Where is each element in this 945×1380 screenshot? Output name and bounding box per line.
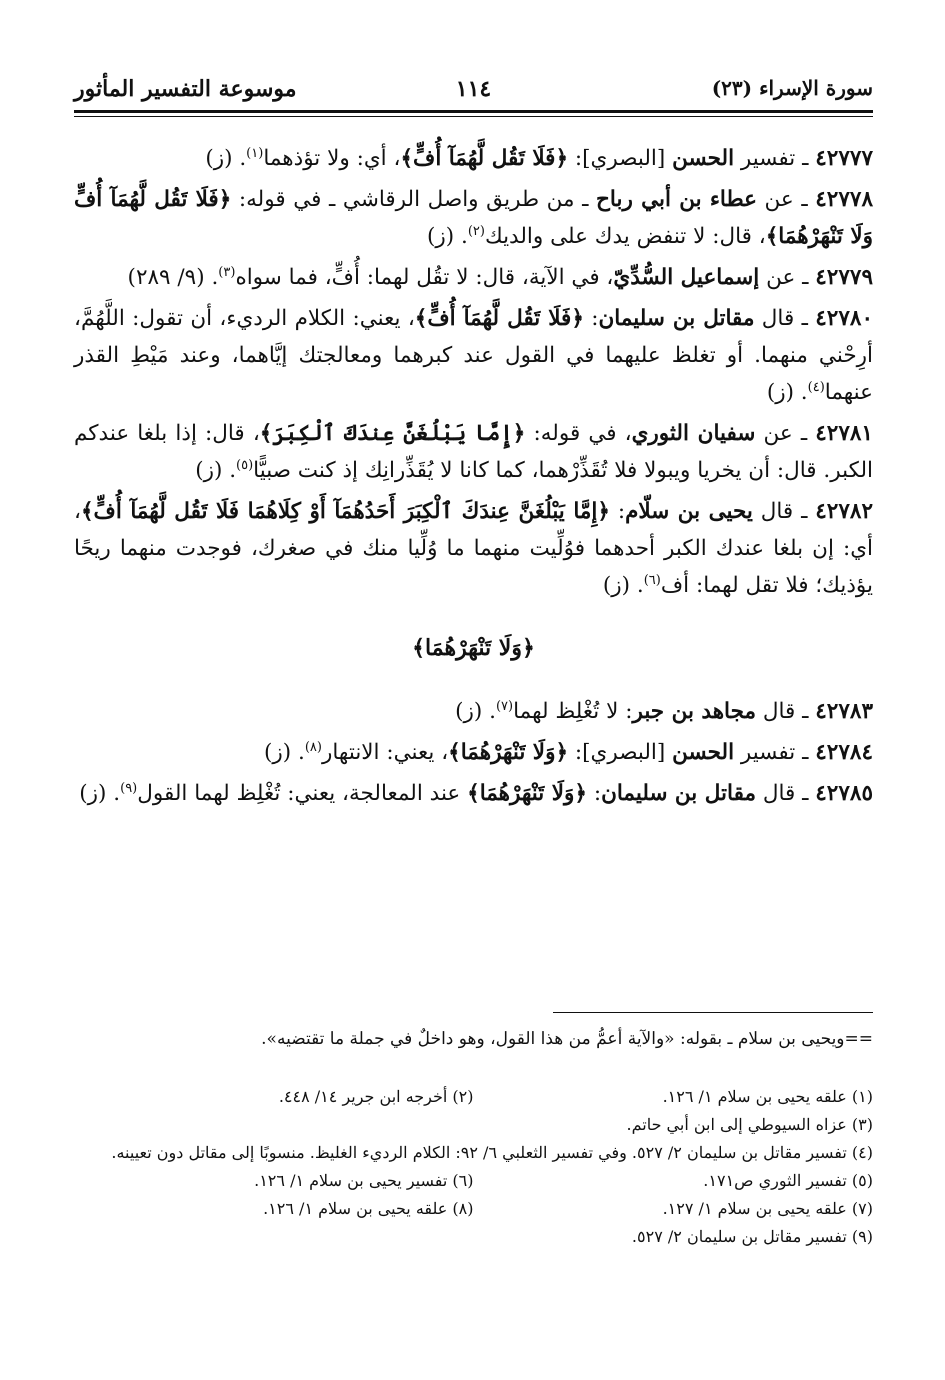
footnote-separator bbox=[553, 1012, 873, 1013]
entry-text: . (ز) bbox=[602, 573, 644, 598]
entry bbox=[74, 734, 873, 771]
entry-text: ، أي: إن بلغا عندك الكبر أحدهما فوُلِّيت منهما ما وُلِّيا منك في صغرك، فوجدت منهما ريحًا يؤذيك؛ فلا تقل لهما: أف bbox=[74, 499, 873, 598]
entry-text: ، قال: لا تنفض يدك على والديك bbox=[484, 224, 766, 249]
footnote-ref: (٧) bbox=[495, 698, 514, 714]
entry-number: ٤٢٧٨٤ bbox=[815, 740, 873, 765]
narrator-name: إسماعيل السُّدِّيّ bbox=[613, 265, 760, 290]
quran-quote: ﴿فَلَا تَقُل لَّهُمَآ أُفٍّ وَلَا تَنْهَرْهُمَا﴾ bbox=[74, 187, 873, 249]
entry-text: ـ عن bbox=[759, 265, 816, 290]
narrator-name: سفيان الثوري bbox=[631, 421, 756, 446]
entry-text: [البصري]: bbox=[568, 740, 673, 765]
quran-quote: ﴿وَلَا تَنْهَرْهُمَا﴾ bbox=[467, 781, 587, 806]
entry bbox=[74, 259, 873, 296]
entry bbox=[74, 493, 873, 604]
footnote-3: (٣) عزاه السيوطي إلى ابن أبي حاتم. bbox=[626, 1115, 873, 1134]
entry-number: ٤٢٧٨١ bbox=[815, 421, 873, 446]
entry-text: . (ز) bbox=[205, 146, 247, 171]
footnote-row bbox=[74, 1083, 873, 1111]
narrator-name: الحسن bbox=[672, 740, 735, 765]
entry-text: ـ عن bbox=[756, 187, 816, 212]
header-surah-title: سورة الإسراء (٢٣) bbox=[711, 76, 873, 100]
footnote-row bbox=[74, 1195, 873, 1223]
narrator-name: مقاتل بن سليمان bbox=[598, 306, 755, 331]
quran-quote: ﴿فَلَا تَقُل لَّهُمَآ أُفٍّ﴾ bbox=[400, 146, 569, 171]
narrator-name: عطاء بن أبي رباح bbox=[596, 187, 757, 212]
narrator-name: يحيى بن سلّام bbox=[625, 499, 753, 524]
quran-quote: ﴿فَلَا تَقُل لَّهُمَآ أُفٍّ﴾ bbox=[414, 306, 584, 331]
entry-number: ٤٢٧٧٧ bbox=[815, 146, 873, 171]
entry-text: ـ قال bbox=[752, 499, 816, 524]
page-number: ١١٤ bbox=[455, 76, 492, 102]
header-rule-thin bbox=[74, 116, 873, 117]
entry-text: ـ من طريق واصل الرقاشي ـ في قوله: bbox=[231, 187, 597, 212]
footnote-2: (٢) أخرجه ابن جرير ١٤/ ٤٤٨. bbox=[278, 1087, 474, 1106]
entry-number: ٤٢٧٧٩ bbox=[815, 265, 873, 290]
entry-text: . (ز) bbox=[455, 699, 496, 724]
entry-text: ـ قال bbox=[755, 699, 816, 724]
footnote-ref: (٩) bbox=[120, 780, 138, 796]
footnote-9: (٩) تفسير مقاتل بن سليمان ٢/ ٥٢٧. bbox=[631, 1227, 873, 1246]
footnote-6: (٦) تفسير يحيى بن سلام ١/ ١٢٦. bbox=[254, 1171, 474, 1190]
entry-text: . (٩/ ٢٨٩) bbox=[127, 265, 219, 290]
footnote-4: (٤) تفسير مقاتل بن سليمان ٢/ ٥٢٧. وفي تفسير الثعلبي ٦/ ٩٢: الكلام الرديء الغليظ. منسوبًا إلى مقاتل دون تعيينه. bbox=[111, 1143, 873, 1162]
entry bbox=[74, 693, 873, 730]
entry-text: . (ز) bbox=[264, 740, 305, 765]
section-heading: ﴿وَلَا تَنْهَرْهُمَا﴾ bbox=[412, 635, 535, 661]
entry-text: ـ تفسير bbox=[734, 740, 816, 765]
footnote-ref: (٤) bbox=[807, 379, 825, 395]
header-rule-thick bbox=[74, 110, 873, 113]
entry-text: ، قال: إذا بلغا عندكم الكبر. قال: أن يخريا ويبولا فلا تُقَذِّرْهما، كما كانا لا يُقَذِّرانِك إذ كنت صبيًّا bbox=[74, 421, 873, 483]
page-header bbox=[74, 70, 873, 120]
entry-text: ـ عن bbox=[755, 421, 816, 446]
footnote-7: (٧) علقه يحيى بن سلام ١/ ١٢٧. bbox=[662, 1199, 873, 1218]
entry-number: ٤٢٧٨٠ bbox=[815, 306, 873, 331]
footnote-row bbox=[74, 1167, 873, 1195]
footnote-continuation: ==ويحيى بن سلام ـ بقوله: «والآية أعمُّ من هذا القول، وهو داخلٌ في جملة ما تقتضيه». bbox=[261, 1029, 873, 1049]
footnote-ref: (٦) bbox=[643, 572, 661, 588]
entry bbox=[74, 415, 873, 489]
narrator-name: مجاهد بن جبر bbox=[632, 699, 756, 724]
entry-number: ٤٢٧٨٢ bbox=[815, 499, 873, 524]
entry-text: . (ز) bbox=[195, 458, 237, 483]
entry-number: ٤٢٧٨٣ bbox=[815, 699, 873, 724]
entry-text: . (ز) bbox=[766, 380, 808, 405]
entry-number: ٤٢٧٨٥ bbox=[815, 781, 873, 806]
footnote-5: (٥) تفسير الثوري ص١٧١. bbox=[703, 1171, 873, 1190]
entry bbox=[74, 300, 873, 411]
entry-text: ـ قال bbox=[755, 781, 816, 806]
entry bbox=[74, 140, 873, 177]
narrator-name: مقاتل بن سليمان bbox=[601, 781, 756, 806]
entry-text: ، في قوله: bbox=[525, 421, 632, 446]
entry-text: . (ز) bbox=[426, 224, 468, 249]
entry bbox=[74, 775, 873, 812]
footnotes bbox=[74, 1012, 873, 1251]
entry-text: [البصري]: bbox=[568, 146, 673, 171]
footnote-ref: (٨) bbox=[304, 739, 322, 755]
footnote-ref: (١) bbox=[246, 145, 264, 161]
footnote-1: (١) علقه يحيى بن سلام ١/ ١٢٦. bbox=[662, 1087, 873, 1106]
entry-text: ـ تفسير bbox=[734, 146, 816, 171]
header-book-title: موسوعة التفسير المأثور bbox=[74, 76, 297, 102]
entry-text: . (ز) bbox=[79, 781, 121, 806]
quran-quote: ﴿إِمَّا يَبْلُغَنَّ عِندَكَ ٱلْكِبَرَ﴾ bbox=[259, 421, 526, 446]
entry bbox=[74, 181, 873, 255]
entry-text: : لا تُغْلِظ لهما bbox=[513, 699, 633, 724]
entry-text: ، أي: ولا تؤذهما bbox=[263, 146, 401, 171]
main-text bbox=[74, 140, 873, 816]
entry-text: عند المعالجة، يعني: تُغْلِظ لهما القول bbox=[137, 781, 468, 806]
quran-quote: ﴿إِمَّا يَبْلُغَنَّ عِندَكَ ٱلْكِبَرَ أَحَدُهُمَآ أَوْ كِلَاهُمَا فَلَا تَقُل لَّهُمَآ أُفٍّ﴾ bbox=[80, 499, 610, 524]
entry-text: : bbox=[583, 306, 599, 331]
entry-text: : bbox=[586, 781, 602, 806]
footnote-ref: (٢) bbox=[467, 223, 485, 239]
entry-text: ، يعني: الكلام الرديء، أن تقول: اللَّهُمَّ، أرِحْني منهما. أو تغلظ عليهما في القول عند كبرهما ومعالجتك إيَّاهما، وعند مَيْطِ القذر عنهما bbox=[74, 306, 873, 405]
footnote-ref: (٣) bbox=[218, 264, 236, 280]
narrator-name: الحسن bbox=[672, 146, 735, 171]
footnote-ref: (٥) bbox=[236, 457, 254, 473]
footnote-8: (٨) علقه يحيى بن سلام ١/ ١٢٦. bbox=[263, 1199, 474, 1218]
entry-number: ٤٢٧٧٨ bbox=[815, 187, 873, 212]
entry-text: ـ قال bbox=[754, 306, 816, 331]
entry-text: ، في الآية، قال: لا تقُل لهما: أُفٍّ، فما سواه bbox=[235, 265, 614, 290]
entry-text: : bbox=[609, 499, 626, 524]
entry-text: ، يعني: الانتهار bbox=[321, 740, 449, 765]
quran-quote: ﴿وَلَا تَنْهَرْهُمَا﴾ bbox=[448, 740, 569, 765]
